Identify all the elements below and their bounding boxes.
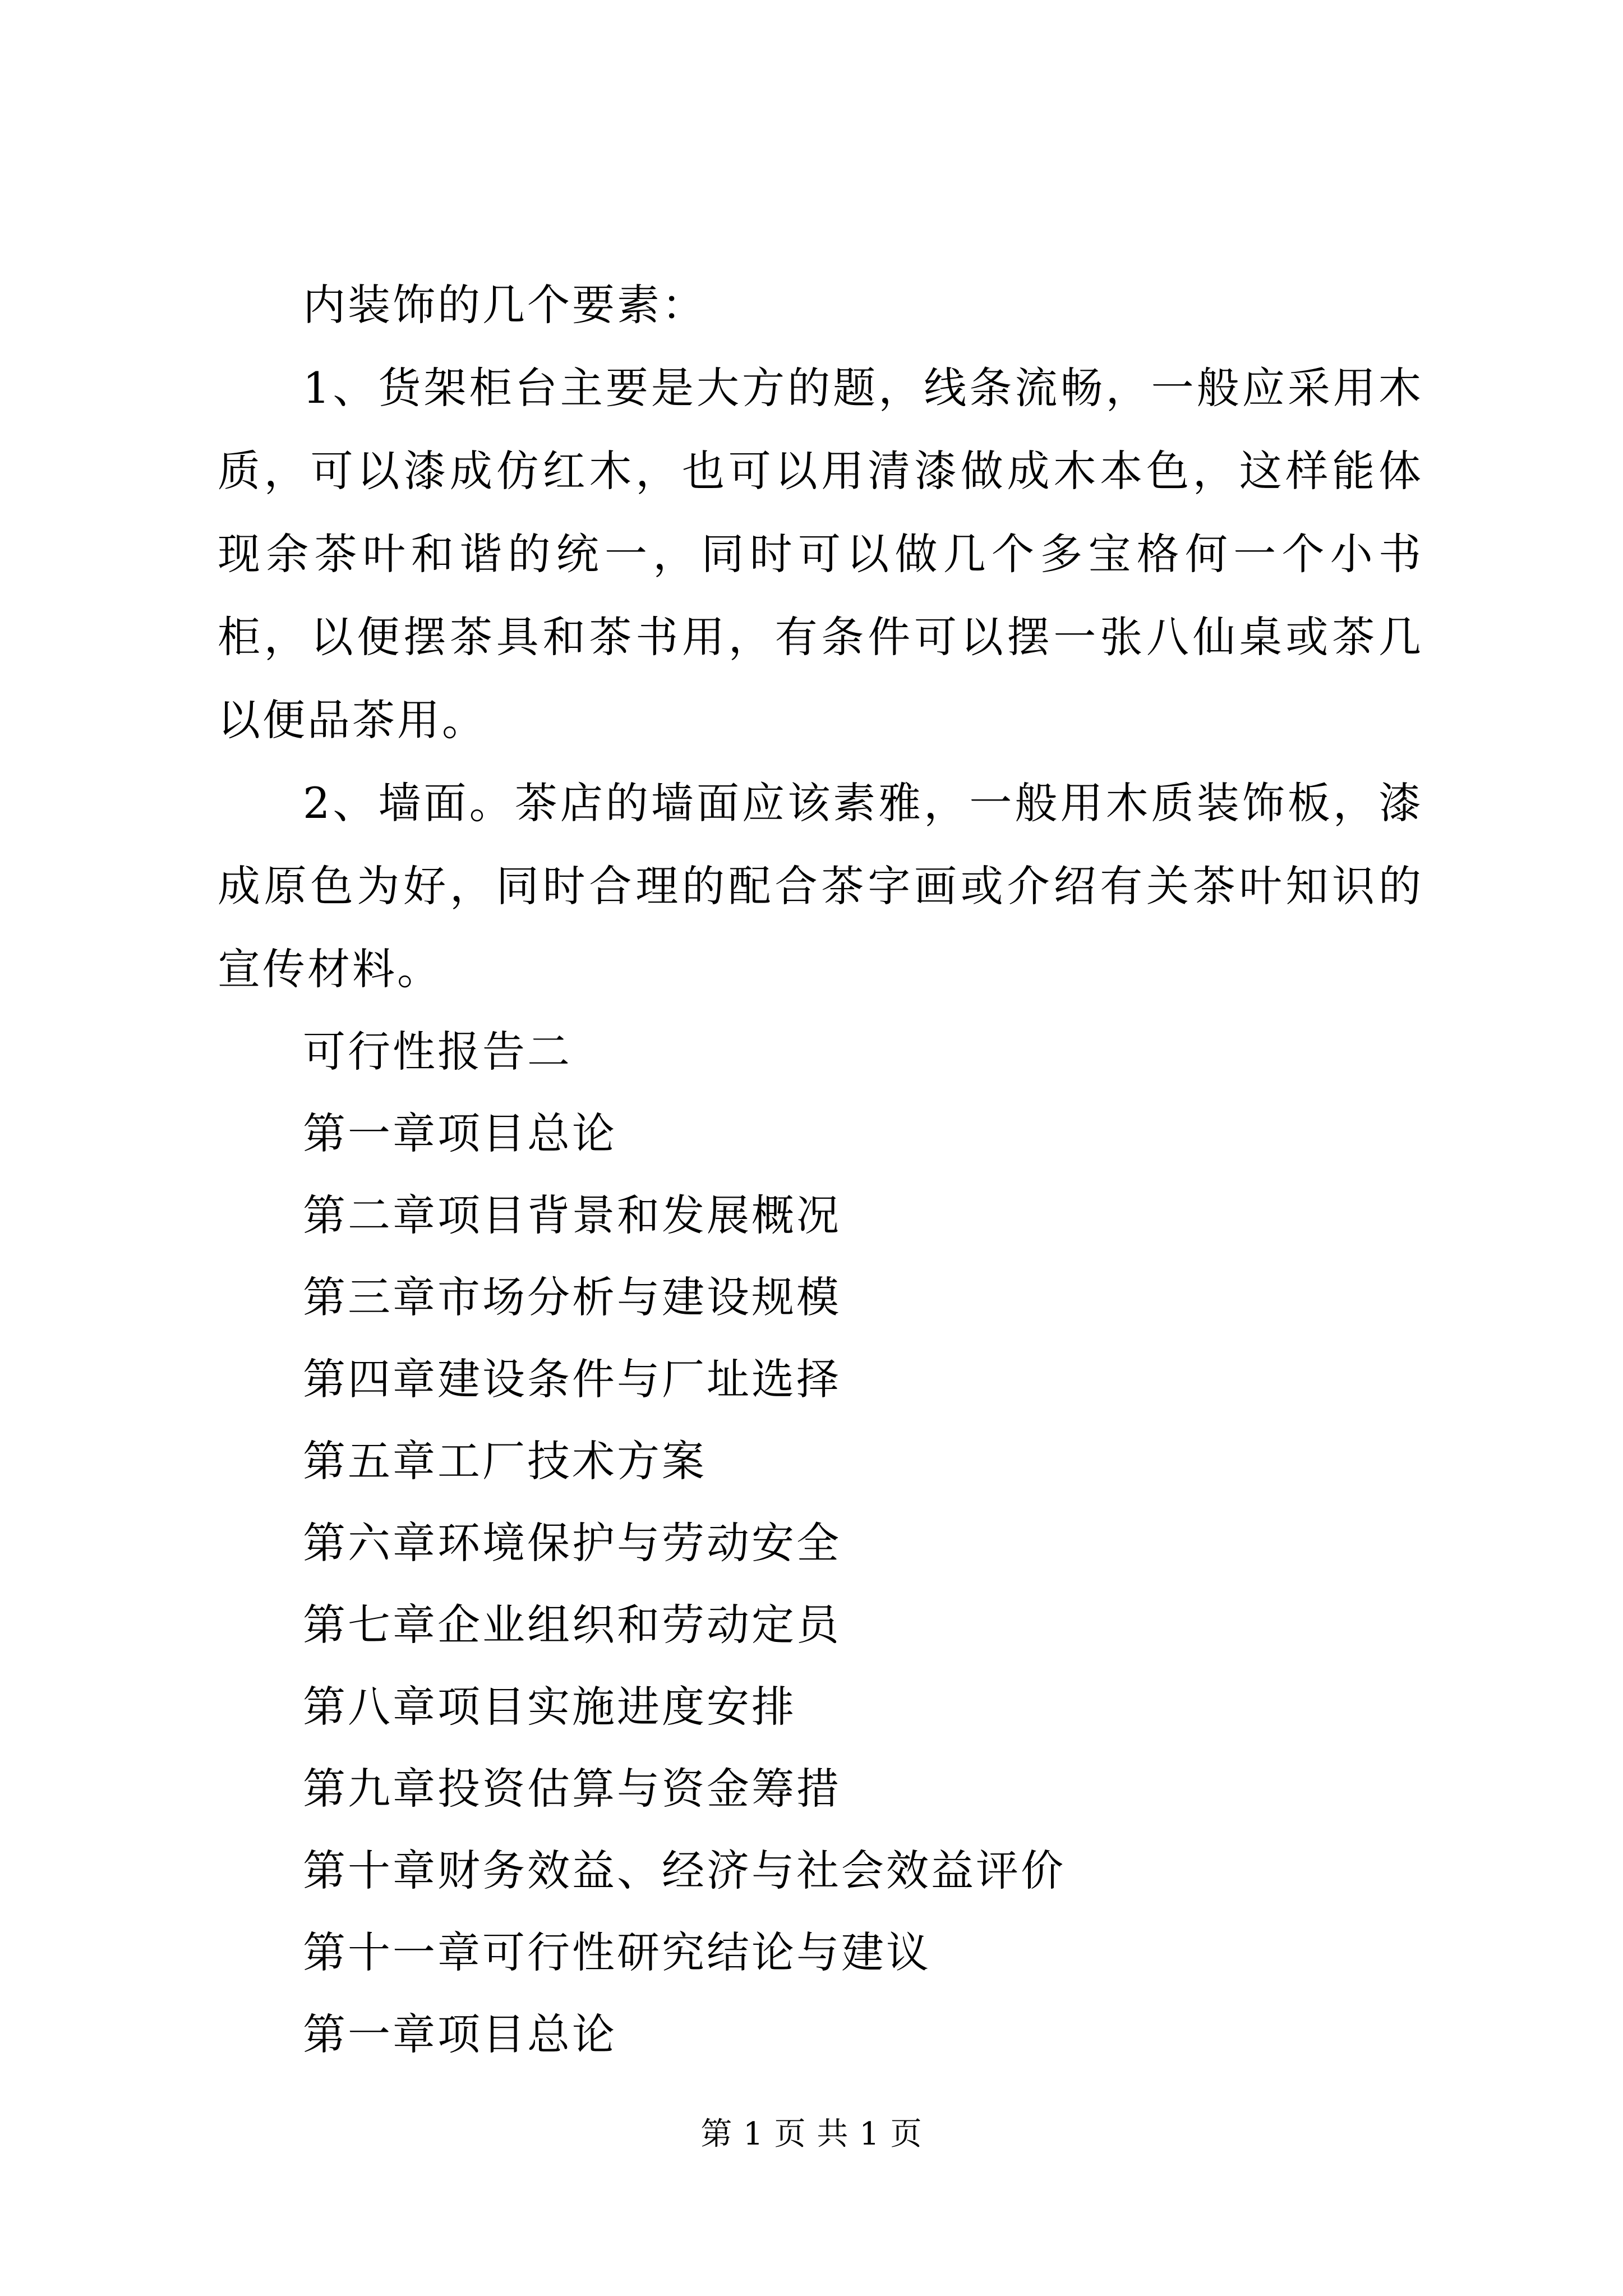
toc-heading: 可行性报告二 <box>303 1027 572 1076</box>
page-footer: 第 1 页 共 1 页 <box>700 2116 923 2152</box>
chapter-line: 第十一章可行性研究结论与建议 <box>303 1927 931 1977</box>
chapter-line: 第八章项目实施进度安排 <box>303 1682 796 1732</box>
chapter-line: 第四章建设条件与厂址选择 <box>303 1354 841 1404</box>
document-body <box>218 264 1423 2076</box>
chapter-line: 第九章投资估算与资金筹措 <box>303 1764 841 1814</box>
chapter-line: 第一章项目总论 <box>303 2009 617 2059</box>
chapter-line: 第一章项目总论 <box>303 1108 617 1158</box>
paragraph-walls: 2、墙面。茶店的墙面应该素雅，一般用木质装饰板，漆成原色为好，同时合理的配合茶字画或介绍有关茶叶知识的宣传材料。 <box>218 778 1423 994</box>
chapter-line: 第三章市场分析与建设规模 <box>303 1272 841 1322</box>
chapter-line: 第二章项目背景和发展概况 <box>303 1190 841 1240</box>
chapter-line: 第五章工厂技术方案 <box>303 1436 707 1486</box>
paragraph-intro: 内装饰的几个要素： <box>303 280 707 330</box>
chapter-line: 第六章环境保护与劳动安全 <box>303 1518 841 1568</box>
paragraph-shelves: 1、货架柜台主要是大方的题，线条流畅，一般应采用木质，可以漆成仿红木，也可以用清漆做成木本色，这样能体现余茶叶和谐的统一，同时可以做几个多宝格何一个小书柜，以便摆茶具和茶书用，有条件可以摆一张八仙桌或茶几以便品茶用。 <box>218 363 1423 745</box>
chapter-line: 第七章企业组织和劳动定员 <box>303 1600 841 1650</box>
chapter-line: 第十章财务效益、经济与社会效益评价 <box>303 1846 1066 1895</box>
